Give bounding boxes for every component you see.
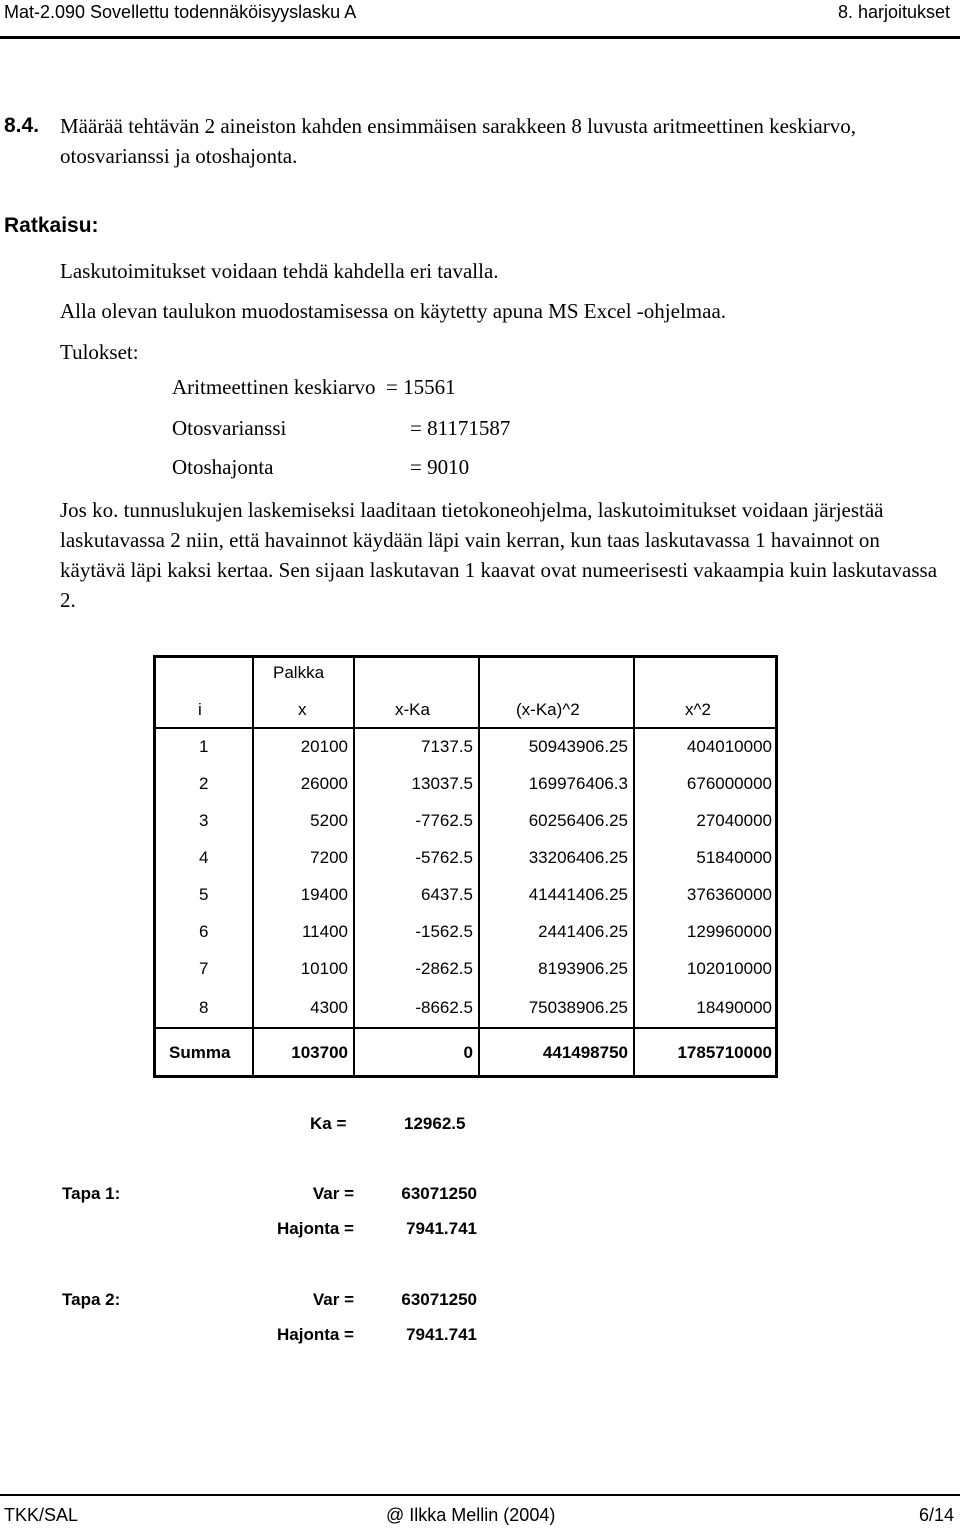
table-column-header: x-Ka (395, 699, 430, 719)
method-paragraph: Jos ko. tunnuslukujen laskemiseksi laaditaan tietokoneohjelma, laskutoimitukset voidaan järjestää laskutavassa 2 niin, että havainnot käydään läpi vain kerran, kun taas laskutavassa 1 havainnot on käytävä läpi kaksi kertaa. Sen sijaan laskutavan 1 kaavat ovat numeerisesti vakaampia kuin laskutavassa 2. (60, 498, 938, 612)
table-cell: 7200 (310, 847, 348, 867)
table-cell: 2441406.25 (538, 921, 628, 941)
method1-sd-value: 7941.741 (406, 1219, 477, 1238)
method2-label: Tapa 2: (62, 1290, 121, 1309)
table-cell-index: 3 (199, 810, 209, 830)
table-cell: 27040000 (696, 810, 772, 830)
exercise-title: 8. harjoitukset (837, 2, 950, 22)
footer-center: @ Ilkka Mellin (2004) (386, 1505, 556, 1525)
result-mean-label: Aritmeettinen keskiarvo (172, 375, 376, 399)
method2-var-label: Var = (312, 1290, 354, 1309)
table-cell: 60256406.25 (528, 810, 628, 830)
table-cell: 50943906.25 (528, 736, 628, 756)
table-total-cell: 103700 (291, 1043, 348, 1062)
method1-var-value: 63071250 (401, 1184, 477, 1203)
table-column-divider (252, 655, 254, 1078)
table-cell: 18490000 (696, 997, 772, 1017)
footer-right: 6/14 (918, 1505, 954, 1525)
table-cell: 26000 (300, 773, 348, 793)
table-cell: -8662.5 (415, 997, 473, 1017)
table-cell-index: 7 (199, 958, 209, 978)
table-cell: -7762.5 (415, 810, 473, 830)
table-cell-index: 2 (199, 773, 209, 793)
data-table (153, 655, 778, 1078)
result-sd-label: Otoshajonta (172, 455, 274, 479)
ka-label: Ka = (310, 1114, 347, 1133)
table-cell: 676000000 (686, 773, 772, 793)
result-variance (172, 416, 511, 441)
table-cell: 51840000 (696, 847, 772, 867)
table-cell: 75038906.25 (528, 997, 628, 1017)
method1-sd-label: Hajonta = (277, 1219, 354, 1238)
solution-label: Ratkaisu: (4, 214, 99, 237)
table-column-divider (478, 655, 480, 1078)
solution-line-1: Laskutoimitukset voidaan tehdä kahdella eri tavalla. (60, 259, 499, 283)
table-column-header: x (298, 699, 307, 719)
header-rule (0, 36, 960, 39)
results-label: Tulokset: (60, 340, 139, 364)
course-title: Mat-2.090 Sovellettu todennäköisyyslasku A (4, 2, 357, 22)
result-mean-value: = 15561 (386, 375, 456, 399)
table-row-divider (153, 727, 778, 729)
method1-label: Tapa 1: (62, 1184, 121, 1203)
table-cell: 6437.5 (421, 884, 473, 904)
table-total-cell: 0 (463, 1043, 473, 1062)
table-cell: 169976406.3 (528, 773, 628, 793)
solution-line-2: Alla olevan taulukon muodostamisessa on käytetty apuna MS Excel -ohjelmaa. (60, 299, 727, 323)
table-cell: 7137.5 (421, 736, 473, 756)
table-cell: 129960000 (686, 921, 772, 941)
table-cell: 13037.5 (411, 773, 473, 793)
table-cell: 102010000 (686, 958, 772, 978)
task-text: Määrää tehtävän 2 aineiston kahden ensimmäisen sarakkeen 8 luvusta aritmeettinen keskiarvo, otosvarianssi ja otoshajonta. (60, 114, 856, 168)
result-variance-value: = 81171587 (410, 416, 511, 440)
result-sd-value: = 9010 (410, 455, 470, 479)
task-number: 8.4. (4, 114, 40, 137)
table-column-header: x^2 (685, 699, 711, 719)
table-column-divider (353, 655, 355, 1078)
method2-sd-value: 7941.741 (406, 1325, 477, 1344)
method2-sd-label: Hajonta = (277, 1325, 354, 1344)
table-cell-index: 5 (199, 884, 209, 904)
table-column-header: (x-Ka)^2 (516, 699, 580, 719)
table-cell: 376360000 (686, 884, 772, 904)
table-total-label: Summa (169, 1043, 231, 1062)
result-variance-label: Otosvarianssi (172, 416, 287, 440)
table-cell: 5200 (310, 810, 348, 830)
table-cell: -1562.5 (415, 921, 473, 941)
table-cell: -5762.5 (415, 847, 473, 867)
table-column-divider (633, 655, 635, 1078)
method2-var-value: 63071250 (401, 1290, 477, 1309)
method1-var-label: Var = (312, 1184, 354, 1203)
table-total-cell: 1785710000 (677, 1043, 772, 1062)
footer-rule (0, 1494, 960, 1496)
table-cell: 19400 (300, 884, 348, 904)
table-cell: 404010000 (686, 736, 772, 756)
table-cell: 20100 (300, 736, 348, 756)
table-row-divider (153, 1027, 778, 1029)
table-cell-index: 8 (199, 997, 209, 1017)
table-cell: 33206406.25 (528, 847, 628, 867)
table-cell: 8193906.25 (538, 958, 628, 978)
table-cell-index: 1 (199, 736, 209, 756)
table-cell: 10100 (300, 958, 348, 978)
footer-left: TKK/SAL (4, 1505, 79, 1525)
table-cell: -2862.5 (415, 958, 473, 978)
table-total-cell: 441498750 (542, 1043, 628, 1062)
table-column-header: i (198, 699, 202, 719)
table-cell: 41441406.25 (528, 884, 628, 904)
table-cell: 4300 (310, 997, 348, 1017)
table-cell: 11400 (301, 921, 348, 941)
ka-value: 12962.5 (404, 1114, 466, 1133)
result-mean (172, 375, 456, 400)
result-sd (172, 455, 470, 480)
table-cell-index: 4 (199, 847, 209, 867)
table-group-header: Palkka (273, 663, 325, 682)
table-cell-index: 6 (199, 921, 209, 941)
